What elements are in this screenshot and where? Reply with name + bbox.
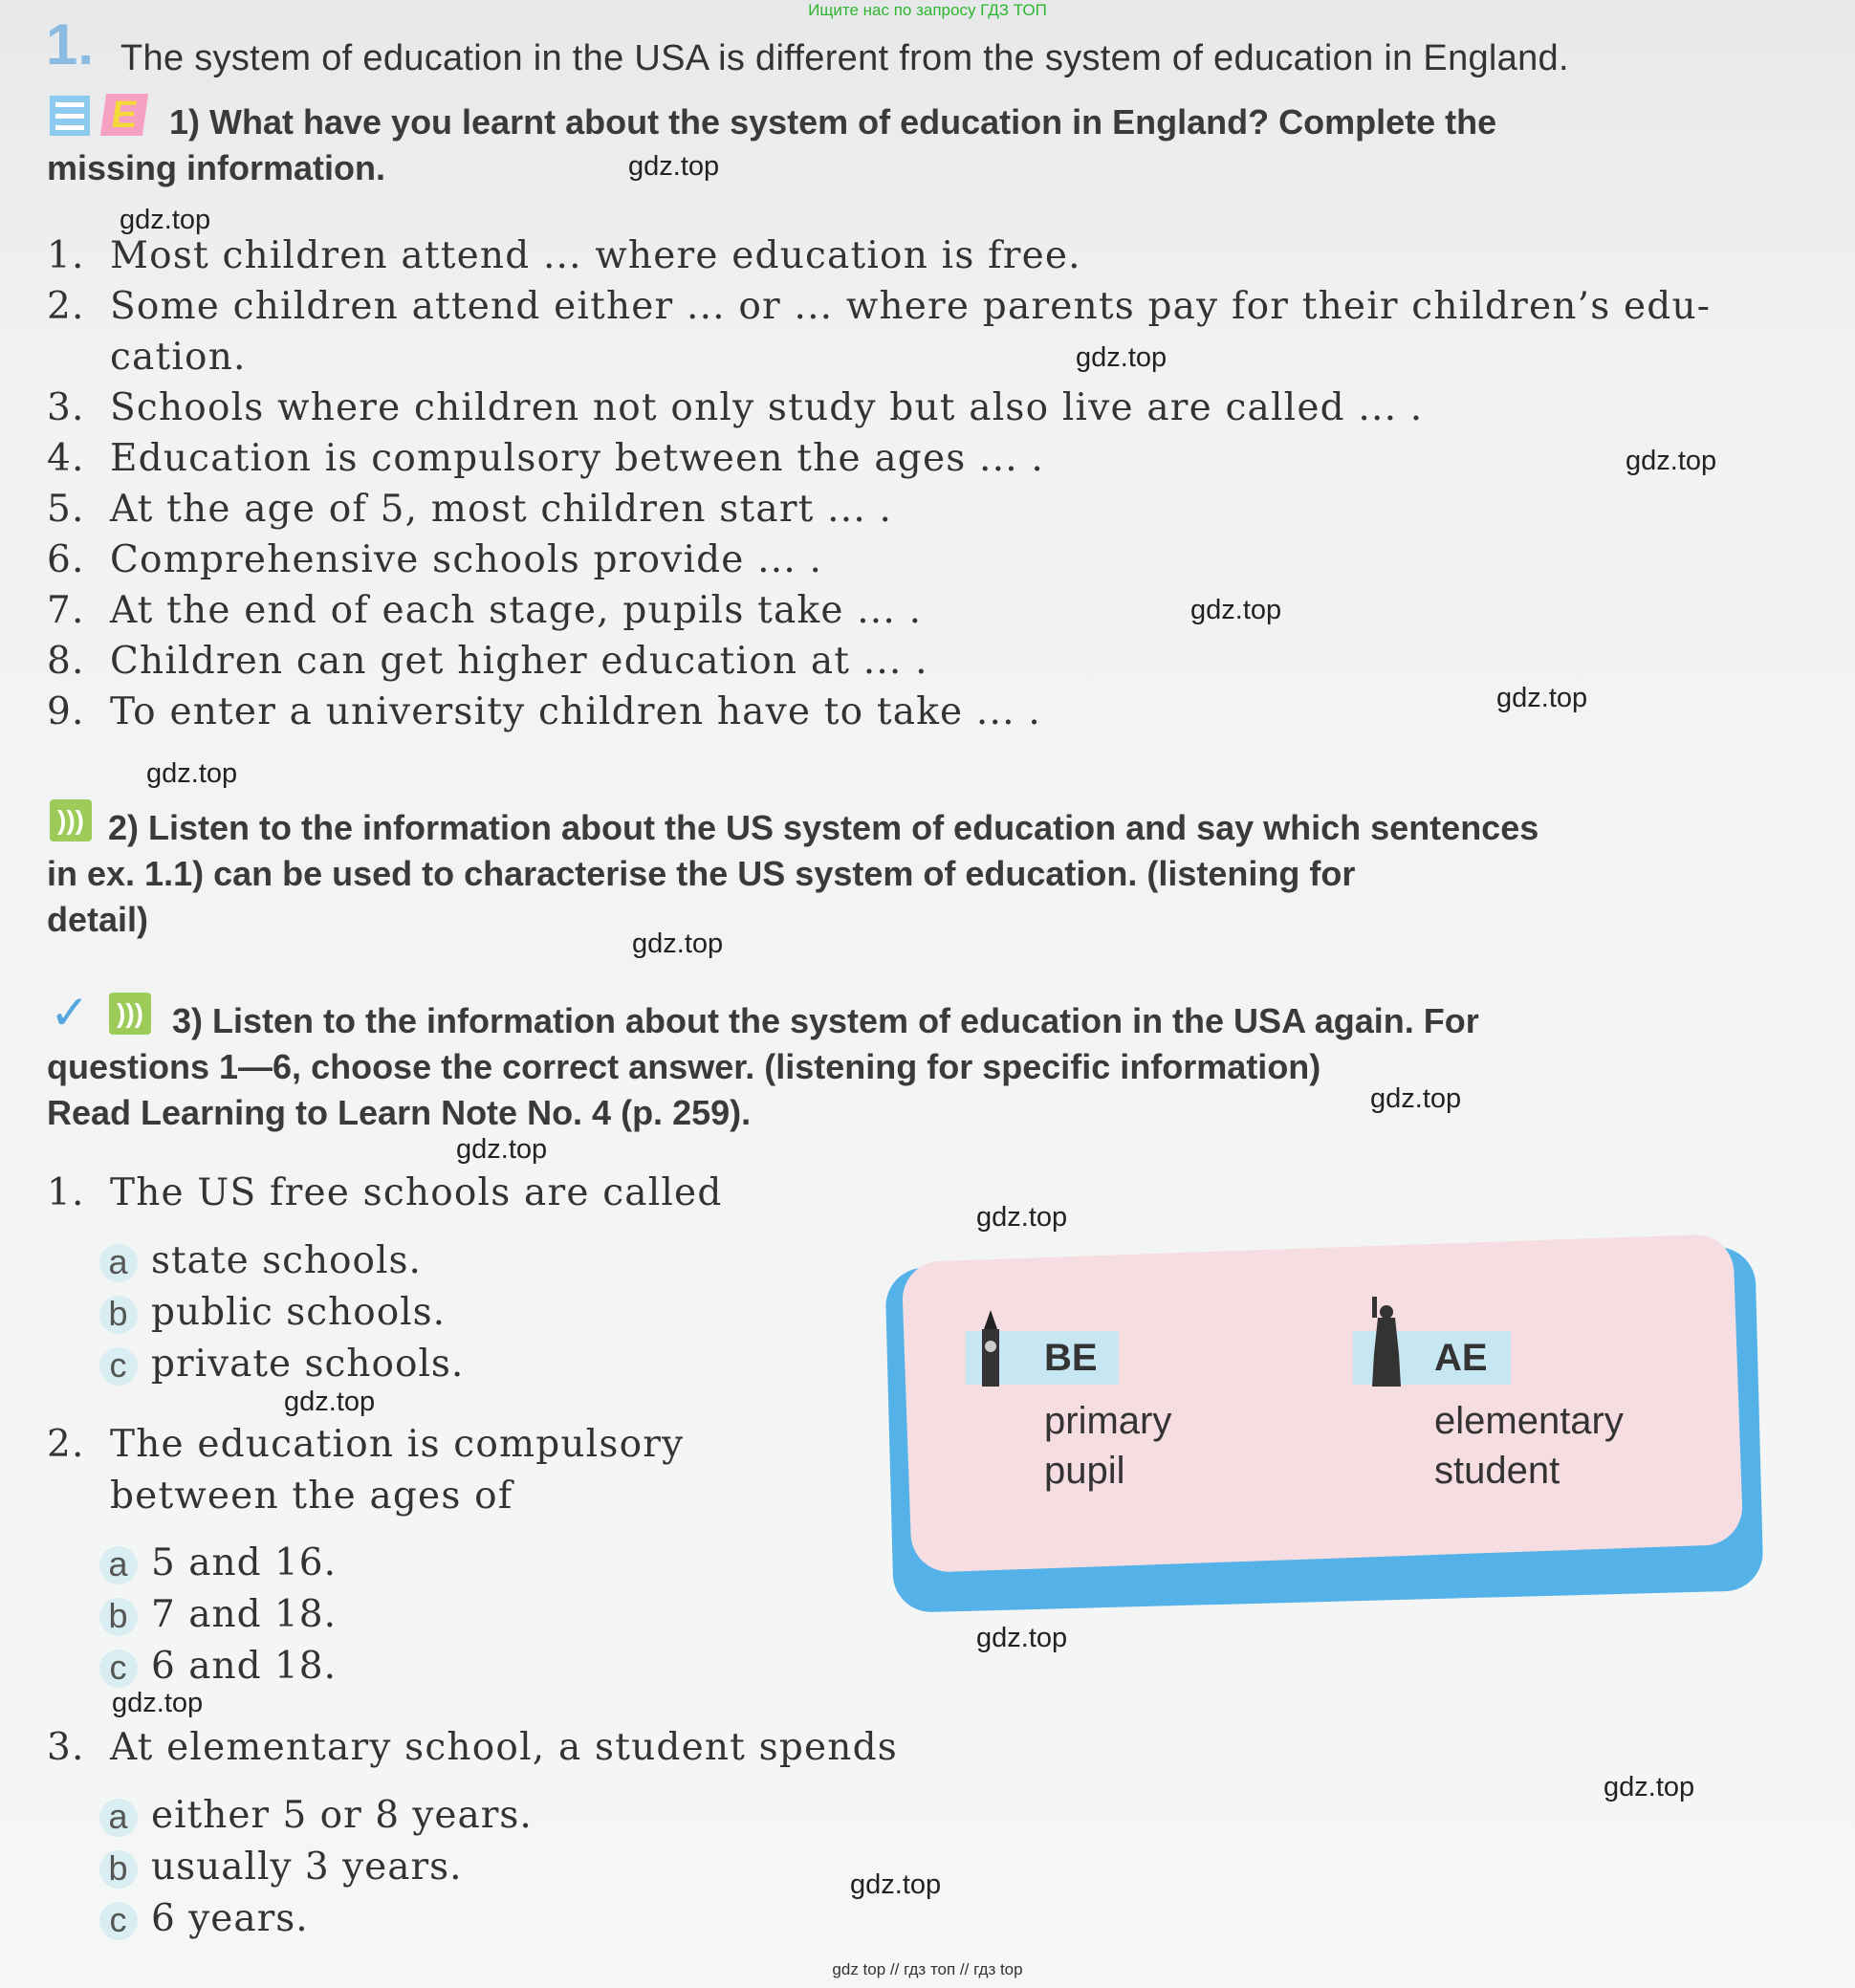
- list-item: 9. To enter a university children have to take ... .: [47, 690, 1041, 733]
- watermark: gdz.top: [850, 1869, 942, 1900]
- watermark: gdz.top: [284, 1387, 376, 1417]
- watermark: gdz.top: [976, 1202, 1068, 1233]
- watermark: gdz.top: [146, 758, 238, 789]
- list-item: cation.: [110, 336, 247, 379]
- watermark: gdz.top: [1604, 1772, 1695, 1802]
- watermark: gdz.top: [112, 1688, 204, 1718]
- list-item: 1. Most children attend ... where education is free.: [47, 234, 1081, 277]
- question-3-option-b[interactable]: b usually 3 years.: [99, 1846, 463, 1889]
- question-1-option-b[interactable]: b public schools.: [99, 1291, 446, 1334]
- task3-line3: Read Learning to Learn Note No. 4 (p. 259).: [47, 1093, 752, 1132]
- list-item: 2. Some children attend either ... or ... where parents pay for their children’s edu-: [47, 285, 1712, 328]
- watermark: gdz.top: [120, 205, 211, 235]
- task2-line2: in ex. 1.1) can be used to characterise the US system of education. (listening for: [47, 854, 1356, 893]
- question-3-option-a[interactable]: a either 5 or 8 years.: [99, 1794, 533, 1837]
- statue-of-liberty-icon: [1363, 1297, 1410, 1387]
- question-1-option-c[interactable]: c private schools.: [99, 1343, 464, 1386]
- question-2-line2: between the ages of: [110, 1475, 513, 1518]
- list-item: 3. Schools where children not only study but also live are called ... .: [47, 386, 1424, 429]
- watermark: gdz.top: [976, 1623, 1068, 1653]
- question-2-option-c[interactable]: c 6 and 18.: [99, 1645, 337, 1688]
- top-banner[interactable]: Ищите нас по запросу ГДЗ ТОП: [808, 1, 1047, 19]
- list-item: 8. Children can get higher education at ... .: [47, 640, 928, 683]
- list-item: 6. Comprehensive schools provide ... .: [47, 538, 823, 581]
- watermark: gdz.top: [1370, 1083, 1462, 1114]
- question-2: 2. The education is compulsory: [47, 1423, 685, 1466]
- audio-icon[interactable]: ))): [50, 799, 92, 841]
- task1-line2: missing information.: [47, 148, 386, 187]
- watermark: gdz.top: [1626, 446, 1717, 476]
- task2-line1: 2) Listen to the information about the US system of education and say which sentences: [108, 808, 1539, 847]
- checkmark-icon: ✓: [50, 985, 90, 1040]
- question-3: 3. At elementary school, a student spends: [47, 1726, 899, 1769]
- list-icon: [50, 96, 90, 136]
- watermark: gdz.top: [1190, 595, 1282, 625]
- task3-line2: questions 1—6, choose the correct answer. (listening for specific information): [47, 1047, 1321, 1086]
- ae-label: AE: [1434, 1337, 1488, 1379]
- watermark: gdz.top: [1496, 683, 1588, 713]
- be-label: BE: [1044, 1337, 1098, 1379]
- exercise-number: 1.: [46, 12, 95, 76]
- ae-word-student: student: [1434, 1450, 1560, 1492]
- question-2-option-b[interactable]: b 7 and 18.: [99, 1593, 337, 1636]
- footer: gdz top // гдз топ // гдз top: [832, 1960, 1023, 1978]
- be-word-pupil: pupil: [1044, 1450, 1125, 1492]
- question-2-option-a[interactable]: a 5 and 16.: [99, 1541, 337, 1584]
- ae-word-elementary: elementary: [1434, 1400, 1624, 1442]
- question-3-option-c[interactable]: c 6 years.: [99, 1897, 309, 1940]
- watermark: gdz.top: [1076, 342, 1168, 373]
- be-word-primary: primary: [1044, 1400, 1172, 1442]
- list-item: 4. Education is compulsory between the ages ... .: [47, 437, 1045, 480]
- exercise-intro: The system of education in the USA is different from the system of education in England.: [120, 38, 1569, 78]
- task3-line1: 3) Listen to the information about the system of education in the USA again. For: [172, 1001, 1479, 1040]
- question-1-option-a[interactable]: a state schools.: [99, 1239, 422, 1282]
- watermark: gdz.top: [632, 928, 724, 959]
- audio-icon[interactable]: ))): [109, 993, 151, 1035]
- e-letter-icon: E: [100, 94, 148, 136]
- watermark: gdz.top: [628, 151, 720, 182]
- list-item: 5. At the age of 5, most children start ... .: [47, 488, 893, 531]
- task1-sentence-list: [47, 234, 1711, 741]
- list-item: 7. At the end of each stage, pupils take ... .: [47, 589, 923, 632]
- task2-line3: detail): [47, 900, 149, 939]
- task1-line1: 1) What have you learnt about the system of education in England? Complete the: [169, 102, 1497, 142]
- big-ben-icon: [971, 1310, 1010, 1387]
- watermark: gdz.top: [456, 1134, 548, 1165]
- question-1: 1. The US free schools are called: [47, 1171, 723, 1214]
